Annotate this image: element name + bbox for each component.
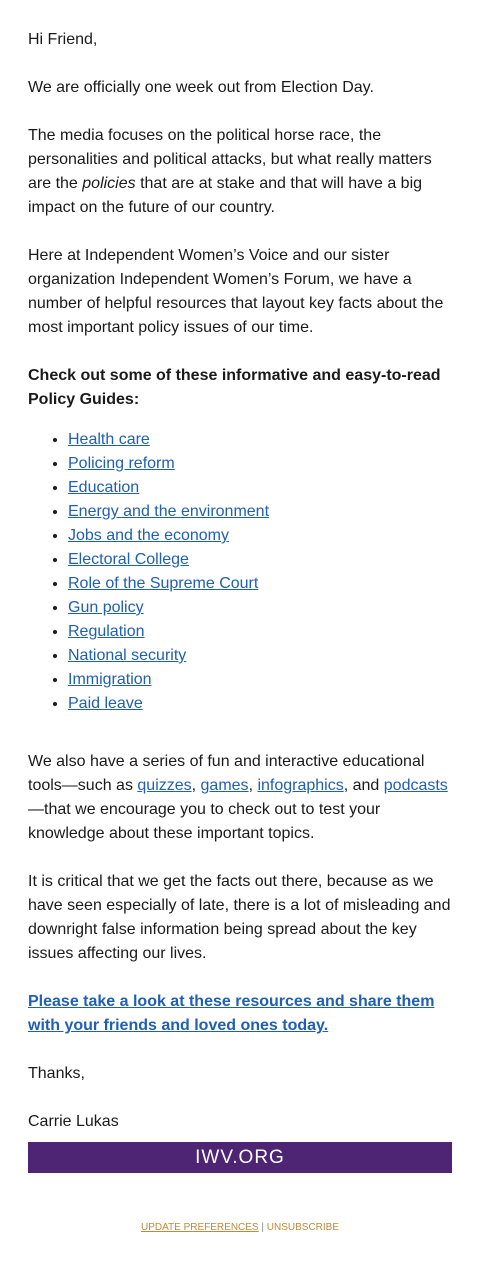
tools-text-2: —that we encourage you to check out to test your knowledge about these important topics. xyxy=(28,801,381,842)
paragraph-media xyxy=(28,124,452,220)
policy-guides-heading: Check out some of these informative and easy-to-read Policy Guides: xyxy=(28,367,441,408)
guide-link-supreme-court[interactable]: Role of the Supreme Court xyxy=(68,575,259,592)
policies-emphasis: policies xyxy=(82,175,136,192)
tools-sep-3: , and xyxy=(343,777,384,794)
list-item xyxy=(68,500,452,524)
tools-sep-1: , xyxy=(191,777,201,794)
guide-link-gun-policy[interactable]: Gun policy xyxy=(68,599,144,616)
signature: Carrie Lukas xyxy=(28,1113,119,1130)
tools-sep-2: , xyxy=(248,777,258,794)
guide-link-electoral-college[interactable]: Electoral College xyxy=(68,551,189,568)
guide-link-education[interactable]: Education xyxy=(68,479,140,496)
infographics-link[interactable]: infographics xyxy=(257,777,344,794)
footer-separator: | xyxy=(258,1222,267,1233)
guide-link-regulation[interactable]: Regulation xyxy=(68,623,145,640)
list-spacer xyxy=(28,716,452,750)
paragraph-iwv-resources: Here at Independent Women’s Voice and our sister organization Independent Women’s Forum, we have a number of helpful resources that layout key facts about the most important policy issues of our time. xyxy=(28,247,444,336)
iwv-banner[interactable] xyxy=(28,1142,452,1173)
call-to-action xyxy=(28,990,452,1038)
list-item xyxy=(68,668,452,692)
paragraph-critical-facts: It is critical that we get the facts out there, because as we have seen especially of late, there is a lot of misleading and downright false information being spread about the key issues affecting our lives. xyxy=(28,873,451,962)
list-item xyxy=(68,452,452,476)
list-item xyxy=(68,692,452,716)
list-item xyxy=(68,548,452,572)
guide-link-immigration[interactable]: Immigration xyxy=(68,671,152,688)
paragraph-media-text-2: that are at stake and that will have a big impact on the future of our country. xyxy=(28,175,423,216)
quizzes-link[interactable]: quizzes xyxy=(137,777,192,794)
list-item xyxy=(68,572,452,596)
guide-link-health-care[interactable]: Health care xyxy=(68,431,150,448)
list-item xyxy=(68,596,452,620)
list-item xyxy=(68,620,452,644)
paragraph-media-text-1: The media focuses on the political horse race, the personalities and political attacks, but what really matters are the xyxy=(28,127,432,192)
signoff: Thanks, xyxy=(28,1065,85,1082)
unsubscribe-link[interactable]: UNSUBSCRIBE xyxy=(266,1222,340,1233)
games-link[interactable]: games xyxy=(200,777,249,794)
policy-guides-list xyxy=(28,428,452,716)
update-preferences-link[interactable]: UPDATE PREFERENCES xyxy=(140,1222,259,1233)
guide-link-policing-reform[interactable]: Policing reform xyxy=(68,455,175,472)
tools-text-1: We also have a series of fun and interactive educational tools—such as xyxy=(28,753,425,794)
list-item xyxy=(68,524,452,548)
guide-link-jobs[interactable]: Jobs and the economy xyxy=(68,527,229,544)
banner-label: IWV.ORG xyxy=(195,1146,285,1168)
share-resources-link[interactable]: Please take a look at these resources and share them with your friends and loved ones today. xyxy=(28,993,435,1034)
email-footer xyxy=(28,1216,452,1240)
list-item xyxy=(68,428,452,452)
podcasts-link[interactable]: podcasts xyxy=(383,777,448,794)
guide-link-national-security[interactable]: National security xyxy=(68,647,187,664)
greeting: Hi Friend, xyxy=(28,31,98,48)
guide-link-energy[interactable]: Energy and the environment xyxy=(68,503,270,520)
list-item xyxy=(68,476,452,500)
paragraph-election-day: We are officially one week out from Election Day. xyxy=(28,79,374,96)
paragraph-interactive-tools xyxy=(28,750,452,846)
list-item xyxy=(68,644,452,668)
guide-link-paid-leave[interactable]: Paid leave xyxy=(68,695,143,712)
